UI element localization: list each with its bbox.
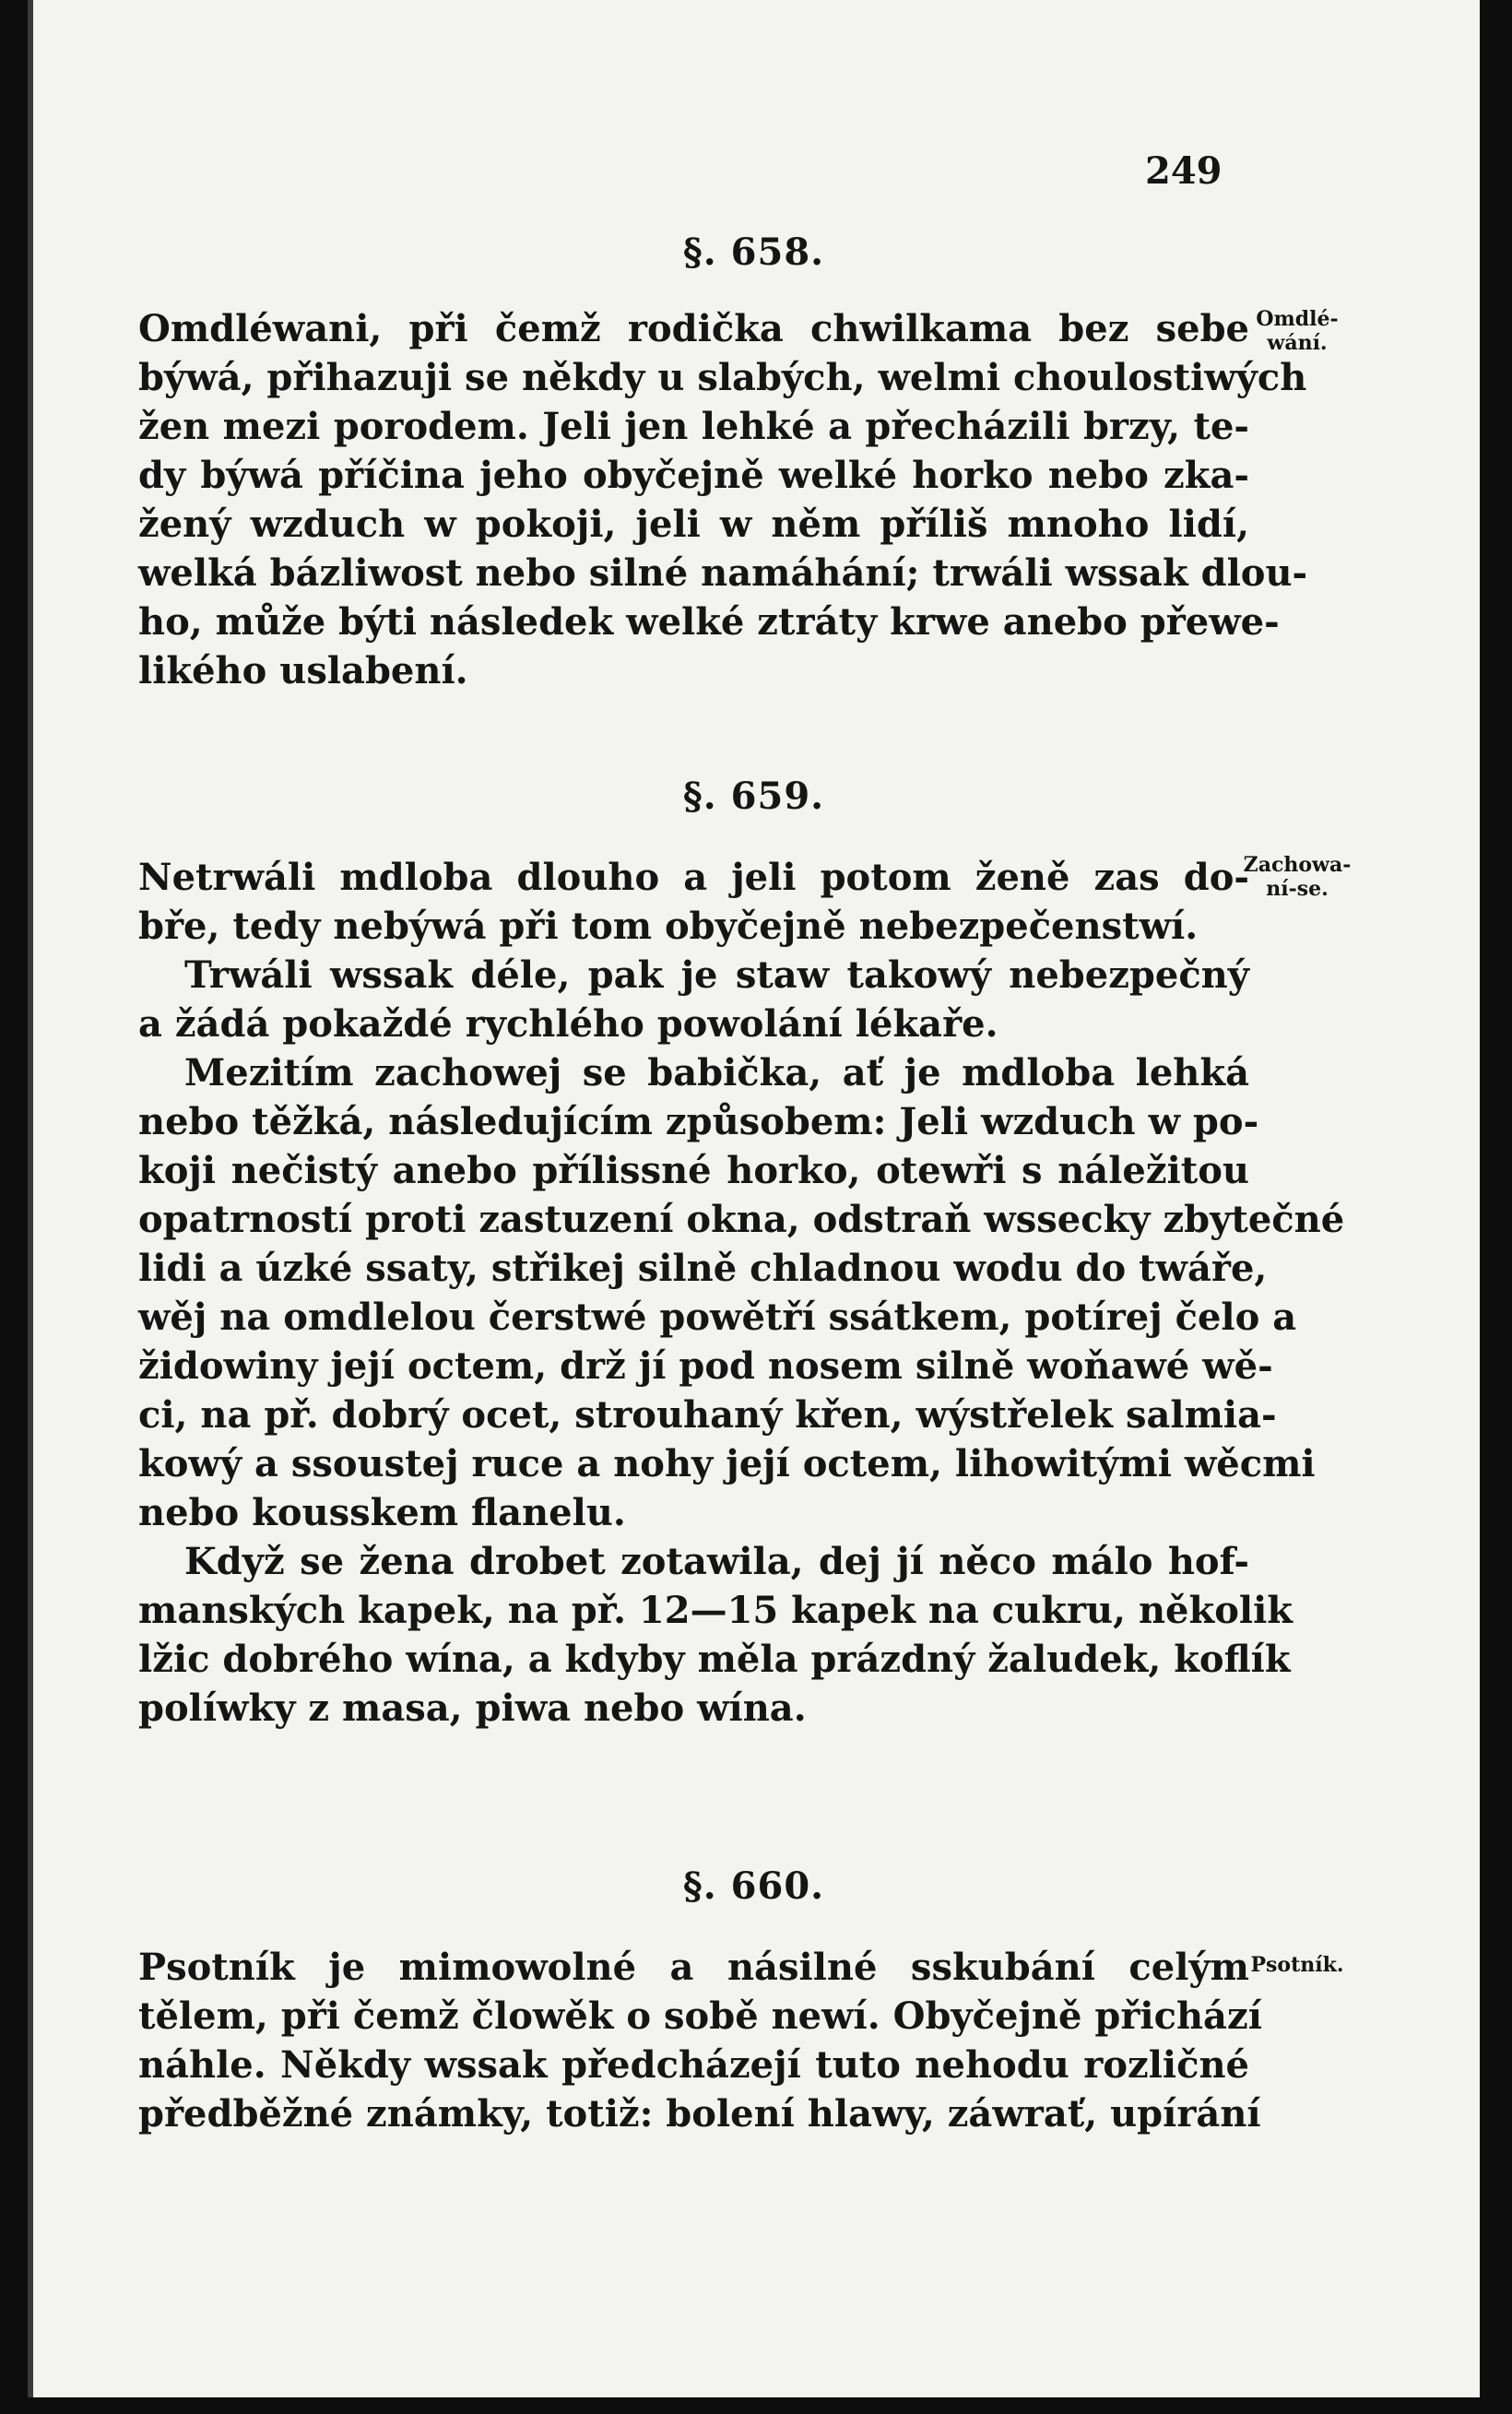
section-660-text [138, 1943, 1262, 2138]
text-line: dy býwá příčina jeho obyčejně welké horko nebo zka- [138, 454, 1249, 497]
text-line: Psotník je mimowolné a násilné sskubání celým [138, 1946, 1249, 1989]
margin-note-psotnik: Psotník. [1250, 1953, 1344, 1977]
text-line: Trwáli wssak déle, pak je staw takowý nebezpečný [184, 953, 1249, 997]
text-line: ci, na př. dobrý ocet, strouhaný křen, wýstřelek salmia- [138, 1393, 1277, 1437]
section-heading-660: §. 660. [682, 1864, 825, 1908]
text-line: Když se žena drobet zotawila, dej jí něco málo hof- [184, 1540, 1249, 1583]
margin-note-zachowani: Zachowa- ní-se. [1243, 853, 1352, 901]
text-line: Mezitím zachowej se babička, ať je mdloba lehká [184, 1051, 1249, 1095]
text-line: lidi a úzké ssaty, střikej silně chladnou wodu do twáře, [138, 1247, 1268, 1290]
text-line: welká bázliwost nebo silné namáhání; trwáli wssak dlou- [138, 551, 1308, 595]
text-line: předběžné známky, totiž: bolení hlawy, záwrať, upírání [138, 2092, 1261, 2136]
text-line: likého uslabení. [138, 649, 468, 692]
section-heading-659: §. 659. [682, 775, 825, 818]
text-line: políwky z masa, piwa nebo wína. [138, 1686, 807, 1730]
text-line: židowiny její octem, drž jí pod nosem silně woňawé wě- [138, 1344, 1273, 1388]
margin-note-omdlewani: Omdlé- wání. [1256, 307, 1339, 355]
text-line: koji nečistý anebo přílissné horko, otewři s náležitou [138, 1149, 1249, 1192]
section-heading-658: §. 658. [682, 231, 825, 274]
text-line: opatrností proti zastuzení okna, odstraň wssecky zbytečné [138, 1198, 1345, 1241]
text-line: Omdléwani, při čemž rodička chwilkama bez sebe [138, 307, 1249, 350]
text-line: bře, tedy nebýwá při tom obyčejně nebezpečenstwí. [138, 905, 1199, 948]
page-number: 249 [1145, 149, 1223, 193]
text-line: žen mezi porodem. Jeli jen lehké a přecházili brzy, te- [138, 405, 1249, 448]
text-line: kowý a ssoustej ruce a nohy její octem, lihowitými wěcmi [138, 1442, 1316, 1485]
text-line: žený wzduch w pokoji, jeli w něm příliš mnoho lidí, [138, 503, 1249, 546]
text-line: Netrwáli mdloba dlouho a jeli potom ženě zas do- [138, 856, 1249, 899]
text-line: manských kapek, na př. 12—15 kapek na cukru, několik [138, 1589, 1293, 1632]
text-line: wěj na omdlelou čerstwé powětří ssátkem, potírej čelo a [138, 1296, 1297, 1339]
text-line: nebo těžká, následujícím způsobem: Jeli wzduch w po- [138, 1100, 1259, 1143]
book-page [28, 0, 1480, 2397]
text-line: nebo kousskem flanelu. [138, 1491, 626, 1534]
text-line: náhle. Někdy wssak předcházejí tuto nehodu rozličné [138, 2043, 1249, 2087]
page-spine-edge [28, 0, 33, 2397]
text-line: lžic dobrého wína, a kdyby měla prázdný žaludek, koflík [138, 1638, 1291, 1681]
text-line: a žádá pokaždé rychlého powolání lékaře. [138, 1002, 998, 1046]
text-line: tělem, při čemž člowěk o sobě newí. Obyčejně přichází [138, 1994, 1262, 2038]
text-line: býwá, přihazuji se někdy u slabých, welmi choulostiwých [138, 356, 1307, 399]
text-line: ho, může býti následek welké ztráty krwe anebo přewe- [138, 600, 1280, 644]
